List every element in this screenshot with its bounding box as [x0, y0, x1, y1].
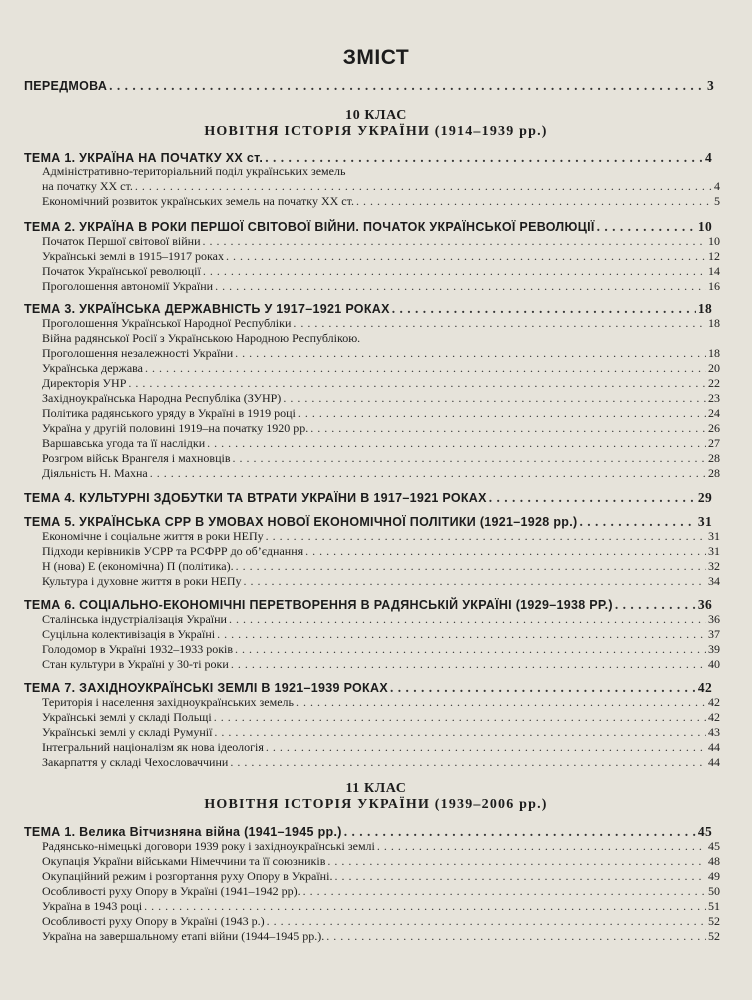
dot-leader	[293, 316, 706, 331]
grade11-heading: 11 КЛАС	[345, 781, 407, 796]
dot-leader	[327, 854, 706, 869]
list-item[interactable]: Початок Першої світової війни . . . 10	[42, 234, 720, 248]
dot-leader	[231, 657, 706, 672]
dot-leader	[217, 627, 706, 642]
dot-leader	[377, 839, 706, 854]
list-item[interactable]: Українські землі в 1915–1917 роках . . . 12	[42, 249, 720, 263]
preface-entry[interactable]	[24, 78, 714, 92]
dot-leader	[267, 914, 706, 929]
list-item[interactable]: Україна на завершальному етапі війни (1944–1945 рр.). . . . 52	[42, 929, 720, 943]
list-item[interactable]: Українська держава . . . 20	[42, 361, 720, 375]
dot-leader	[232, 451, 706, 466]
dot-leader	[390, 680, 696, 696]
list-item[interactable]: Закарпаття у складі Чехословаччини . . . 44	[42, 755, 720, 769]
dot-leader	[214, 710, 706, 725]
dot-leader	[109, 78, 705, 94]
dot-leader	[135, 179, 712, 194]
dot-leader	[597, 219, 696, 235]
dot-leader	[489, 490, 696, 506]
list-item[interactable]: Суцільна колективізація в Україні . . . 37	[42, 627, 720, 641]
list-item[interactable]: Територія і населення західноукраїнських земель . . . 42	[42, 695, 720, 709]
list-item[interactable]: Підходи керівників УСРР та РСФРР до об’єднання . . . 31	[42, 544, 720, 558]
list-item[interactable]: Окупаційний режим і розгортання руху Опору в Україні. . . . 49	[42, 869, 720, 883]
list-item[interactable]: Культура і духовне життя в роки НЕПу . . . 34	[42, 574, 720, 588]
dot-leader	[128, 376, 706, 391]
grade10-heading: 10 КЛАС	[345, 108, 407, 123]
list-item[interactable]: Війна радянської Росії з Українською Народною Республікою.	[42, 331, 361, 345]
list-item[interactable]: Українські землі у складі Польщі . . . 42	[42, 710, 720, 724]
topic-heading[interactable]: ТЕМА 1. УКРАЇНА НА ПОЧАТКУ ХХ ст. . . . 4	[24, 150, 712, 164]
list-item[interactable]: Особливості руху Опору в Україні (1941–1942 рр). . . . 50	[42, 884, 720, 898]
dot-leader	[214, 725, 706, 740]
page-number: 3	[706, 78, 714, 93]
topic-heading[interactable]: ТЕМА 6. СОЦІАЛЬНО-ЕКОНОМІЧНІ ПЕРЕТВОРЕННЯ В РАДЯНСЬКІЙ УКРАЇНІ (1929–1938 РР.) . . . 36	[24, 597, 712, 611]
list-item[interactable]: Початок Української революції . . . 14	[42, 264, 720, 278]
grade11-subtitle: НОВІТНЯ ІСТОРІЯ УКРАЇНИ (1939–2006 рр.)	[204, 797, 548, 812]
list-item[interactable]: Українські землі у складі Румунії . . . 43	[42, 725, 720, 739]
dot-leader	[303, 884, 706, 899]
dot-leader	[283, 391, 706, 406]
dot-leader	[230, 755, 706, 770]
grade10-subtitle: НОВІТНЯ ІСТОРІЯ УКРАЇНИ (1914–1939 рр.)	[204, 124, 548, 139]
dot-leader	[236, 559, 706, 574]
topic-heading[interactable]: ТЕМА 5. УКРАЇНСЬКА СРР В УМОВАХ НОВОЇ ЕКОНОМІЧНОЇ ПОЛІТИКИ (1921–1928 рр.) . . . 31	[24, 514, 712, 528]
topic-heading[interactable]: ТЕМА 2. УКРАЇНА В РОКИ ПЕРШОЇ СВІТОВОЇ ВІЙНИ. ПОЧАТОК УКРАЇНСЬКОЇ РЕВОЛЮЦІЇ . . . 10	[24, 219, 712, 233]
dot-leader	[150, 466, 706, 481]
dot-leader	[334, 869, 706, 884]
dot-leader	[266, 529, 706, 544]
dot-leader	[310, 421, 706, 436]
dot-leader	[615, 597, 696, 613]
list-item[interactable]: Сталінська індустріалізація України . . . 36	[42, 612, 720, 626]
dot-leader	[144, 899, 706, 914]
list-item[interactable]: Розгром військ Врангеля і махновців . . . 28	[42, 451, 720, 465]
list-item[interactable]: Стан культури в Україні у 30-ті роки . . . 40	[42, 657, 720, 671]
dot-leader	[326, 929, 706, 944]
dot-leader	[226, 249, 706, 264]
dot-leader	[203, 264, 706, 279]
list-item[interactable]: Адміністративно-територіальний поділ українських земель	[42, 164, 346, 178]
topic-heading[interactable]: ТЕМА 4. КУЛЬТУРНІ ЗДОБУТКИ ТА ВТРАТИ УКРАЇНИ В 1917–1921 РОКАХ . . . 29	[24, 490, 712, 504]
list-item[interactable]: Окупація України військами Німеччини та її союзників . . . 48	[42, 854, 720, 868]
list-item[interactable]: Проголошення Української Народної Республіки . . . 18	[42, 316, 720, 330]
dot-leader	[244, 574, 706, 589]
list-item[interactable]: Україна у другій половині 1919–на початку 1920 рр. . . . 26	[42, 421, 720, 435]
dot-leader	[235, 642, 706, 657]
dot-leader	[266, 740, 706, 755]
dot-leader	[202, 234, 706, 249]
page-title: ЗМІСТ	[342, 46, 410, 69]
dot-leader	[579, 514, 695, 530]
list-item[interactable]: Діяльність Н. Махна . . . 28	[42, 466, 720, 480]
list-item[interactable]: Проголошення автономії України . . . 16	[42, 279, 720, 293]
dot-leader	[305, 544, 706, 559]
list-item[interactable]: Радянсько-німецькі договори 1939 року і західноукраїнські землі . . . 45	[42, 839, 720, 853]
list-item[interactable]: Особливості руху Опору в Україні (1943 р.) . . . 52	[42, 914, 720, 928]
preface-label: ПЕРЕДМОВА	[24, 79, 108, 93]
topic-heading[interactable]: ТЕМА 1. Велика Вітчизняна війна (1941–1945 рр.) . . . 45	[24, 824, 712, 838]
dot-leader	[145, 361, 706, 376]
dot-leader	[215, 279, 706, 294]
list-item[interactable]: Україна в 1943 році . . . 51	[42, 899, 720, 913]
dot-leader	[229, 612, 706, 627]
list-item[interactable]: Економічний розвиток українських земель на початку ХХ ст. . . . 5	[42, 194, 720, 208]
dot-leader	[344, 824, 696, 840]
dot-leader	[392, 301, 696, 317]
list-item[interactable]: Варшавська угода та її наслідки . . . 27	[42, 436, 720, 450]
list-item[interactable]: Н (нова) Е (економічна) П (політика). . . . 32	[42, 559, 720, 573]
topic-heading[interactable]: ТЕМА 7. ЗАХІДНОУКРАЇНСЬКІ ЗЕМЛІ В 1921–1939 РОКАХ . . . 42	[24, 680, 712, 694]
list-item[interactable]: на початку ХХ ст. . . . 4	[42, 179, 720, 193]
topic-heading[interactable]: ТЕМА 3. УКРАЇНСЬКА ДЕРЖАВНІСТЬ У 1917–1921 РОКАХ . . . 18	[24, 301, 712, 315]
list-item[interactable]: Політика радянського уряду в Україні в 1919 році . . . 24	[42, 406, 720, 420]
list-item[interactable]: Економічне і соціальне життя в роки НЕПу . . . 31	[42, 529, 720, 543]
dot-leader	[207, 436, 706, 451]
list-item[interactable]: Проголошення незалежності України . . . 18	[42, 346, 720, 360]
list-item[interactable]: Голодомор в Україні 1932–1933 років . . . 39	[42, 642, 720, 656]
list-item[interactable]: Директорія УНР . . . 22	[42, 376, 720, 390]
dot-leader	[296, 695, 706, 710]
dot-leader	[235, 346, 706, 361]
dot-leader	[356, 194, 712, 209]
list-item[interactable]: Західноукраїнська Народна Республіка (ЗУНР) . . . 23	[42, 391, 720, 405]
dot-leader	[298, 406, 706, 421]
list-item[interactable]: Інтегральний націоналізм як нова ідеологія . . . 44	[42, 740, 720, 754]
